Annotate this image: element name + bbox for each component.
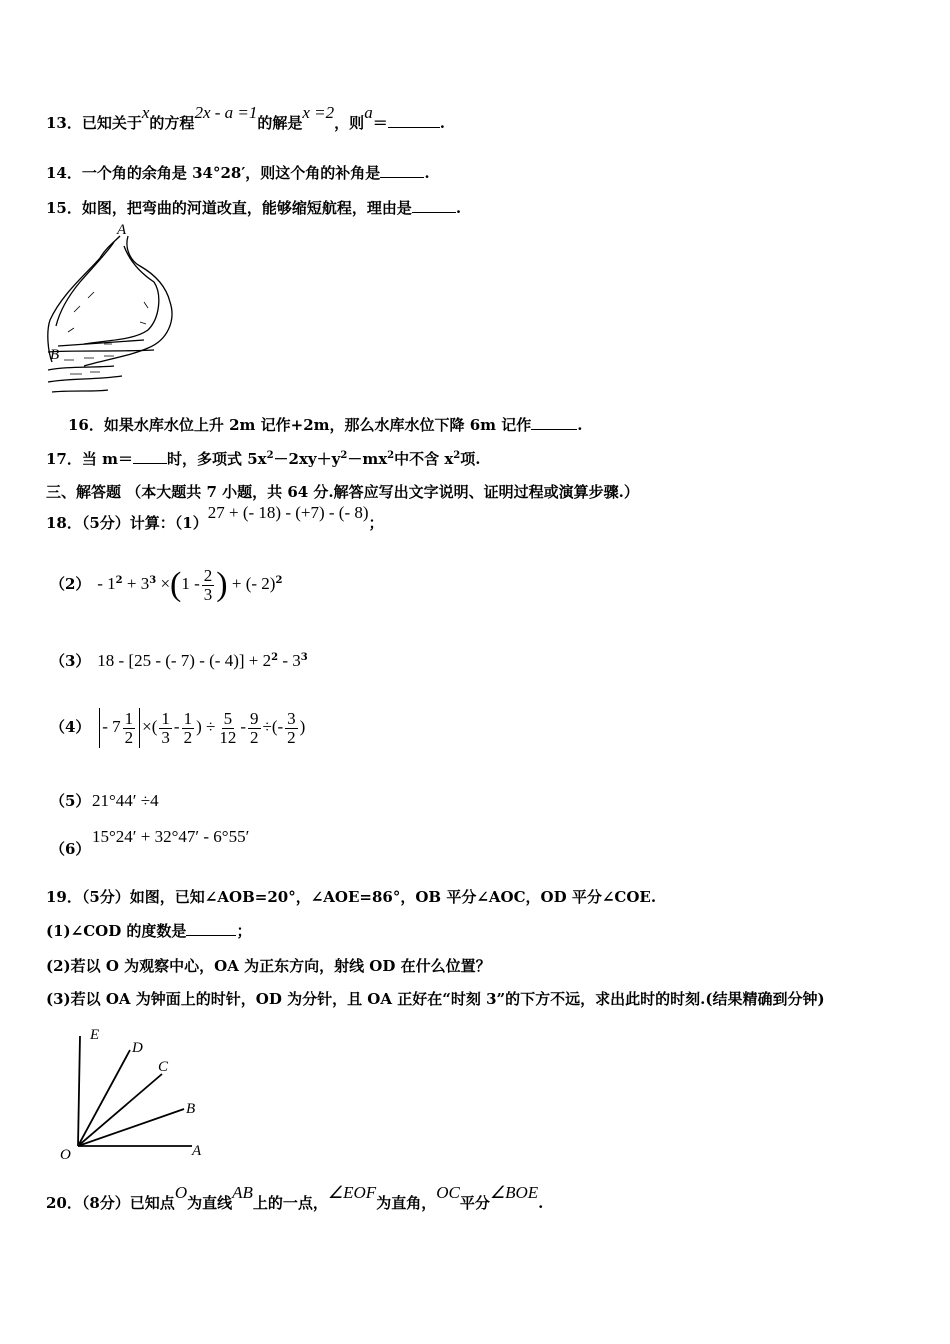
question-15: 15．如图，把弯曲的河道改直，能够缩短航程，理由是 .	[46, 199, 462, 217]
question-19-part-1: (1)∠COD 的度数是 ；	[46, 922, 252, 940]
label-a: A	[192, 1143, 202, 1159]
question-19-part-3: (3)若以 OA 为钟面上的时针，OD 为分针，且 OA 正好在“时刻 3”的下方不远，求出此时的时刻.(结果精确到分钟)	[46, 990, 825, 1008]
question-19: 19．（5分）如图，已知∠AOB=20°，∠AOE=86°，OB 平分∠AOC，OD 平分∠COE.	[46, 888, 657, 906]
label-a: A	[117, 222, 127, 238]
label-d: D	[132, 1040, 143, 1056]
question-16: 16．如果水库水位上升 2m 记作+2m，那么水库水位下降 6m 记作 .	[68, 416, 583, 434]
expr-3-row: （3） 18 - [25 - (- 7) - (- $4)] + 2^2 - 3^3$	[50, 651, 308, 670]
answer-blank	[133, 449, 167, 464]
expr-2-row: $(2) - 1^2 + 3^3 \times(1$ - $\frac{2}{3}$ ) + (- 2)$^2$	[50, 565, 283, 604]
question-20: 20．（8分）已知点O为直线AB上的一点，∠EOF为直角，OC平分∠BOE.	[46, 1183, 544, 1212]
label-b: B	[50, 347, 60, 363]
question-17: 17．当 m＝ 时，多项式 $5x^2-2xy+y^2-mx^2$中不含 $x^2$项.	[46, 450, 481, 468]
expr-6-row: （6）15°24′ + 32°47′ - 6°55′	[50, 827, 250, 858]
var-a: a	[364, 103, 373, 122]
expr-4-row: （4） - 7 $\frac{1}{2}$ ×( $\frac{1}{3}$ - $\frac{1}{2}$ ) ÷ $\frac{5}{12}$ - $\frac{9}{2}$ ÷(- $\frac{3}{2}$ )	[50, 708, 306, 747]
label-c: C	[158, 1059, 169, 1075]
answer-blank	[412, 198, 456, 213]
answer-blank	[380, 163, 424, 178]
question-18: 18．（5分）计算：（1）27 + (- 18) - (+7) - (- 8)；	[46, 503, 384, 532]
angle-figure	[52, 1022, 222, 1167]
equation: 2x - a =1	[194, 103, 258, 122]
river-figure	[44, 222, 194, 397]
ray-od	[78, 1050, 130, 1146]
label-o: O	[60, 1147, 71, 1163]
label-e: E	[90, 1027, 100, 1043]
answer-blank	[186, 921, 236, 936]
ray-oe	[78, 1036, 80, 1146]
question-19-part-2: (2)若以 O 为观察中心，OA 为正东方向，射线 OD 在什么位置？	[46, 957, 491, 975]
question-14: 14．一个角的余角是 34°28′，则这个角的补角是 .	[46, 164, 430, 182]
section-3-heading: 三、解答题 （本大题共 7 小题，共 64 分.解答应写出文字说明、证明过程或演算步骤.）	[46, 483, 639, 501]
ray-ob	[78, 1109, 184, 1146]
ray-oc	[78, 1074, 162, 1146]
expr-5-row: （5）21°44′ ÷4	[50, 791, 159, 810]
label-b: B	[186, 1101, 196, 1117]
expr-1: 27 + (- 18) - (+7) - (- 8)	[207, 503, 369, 522]
solution: x =2	[302, 103, 335, 122]
fraction: $\frac{2}{3}$	[203, 565, 213, 604]
answer-blank	[388, 113, 440, 128]
question-13: 13．已知关于x的方程2x - a =1的解是x =2，则a＝ .	[46, 103, 445, 132]
var-x: x	[141, 103, 150, 122]
answer-blank	[531, 415, 577, 430]
